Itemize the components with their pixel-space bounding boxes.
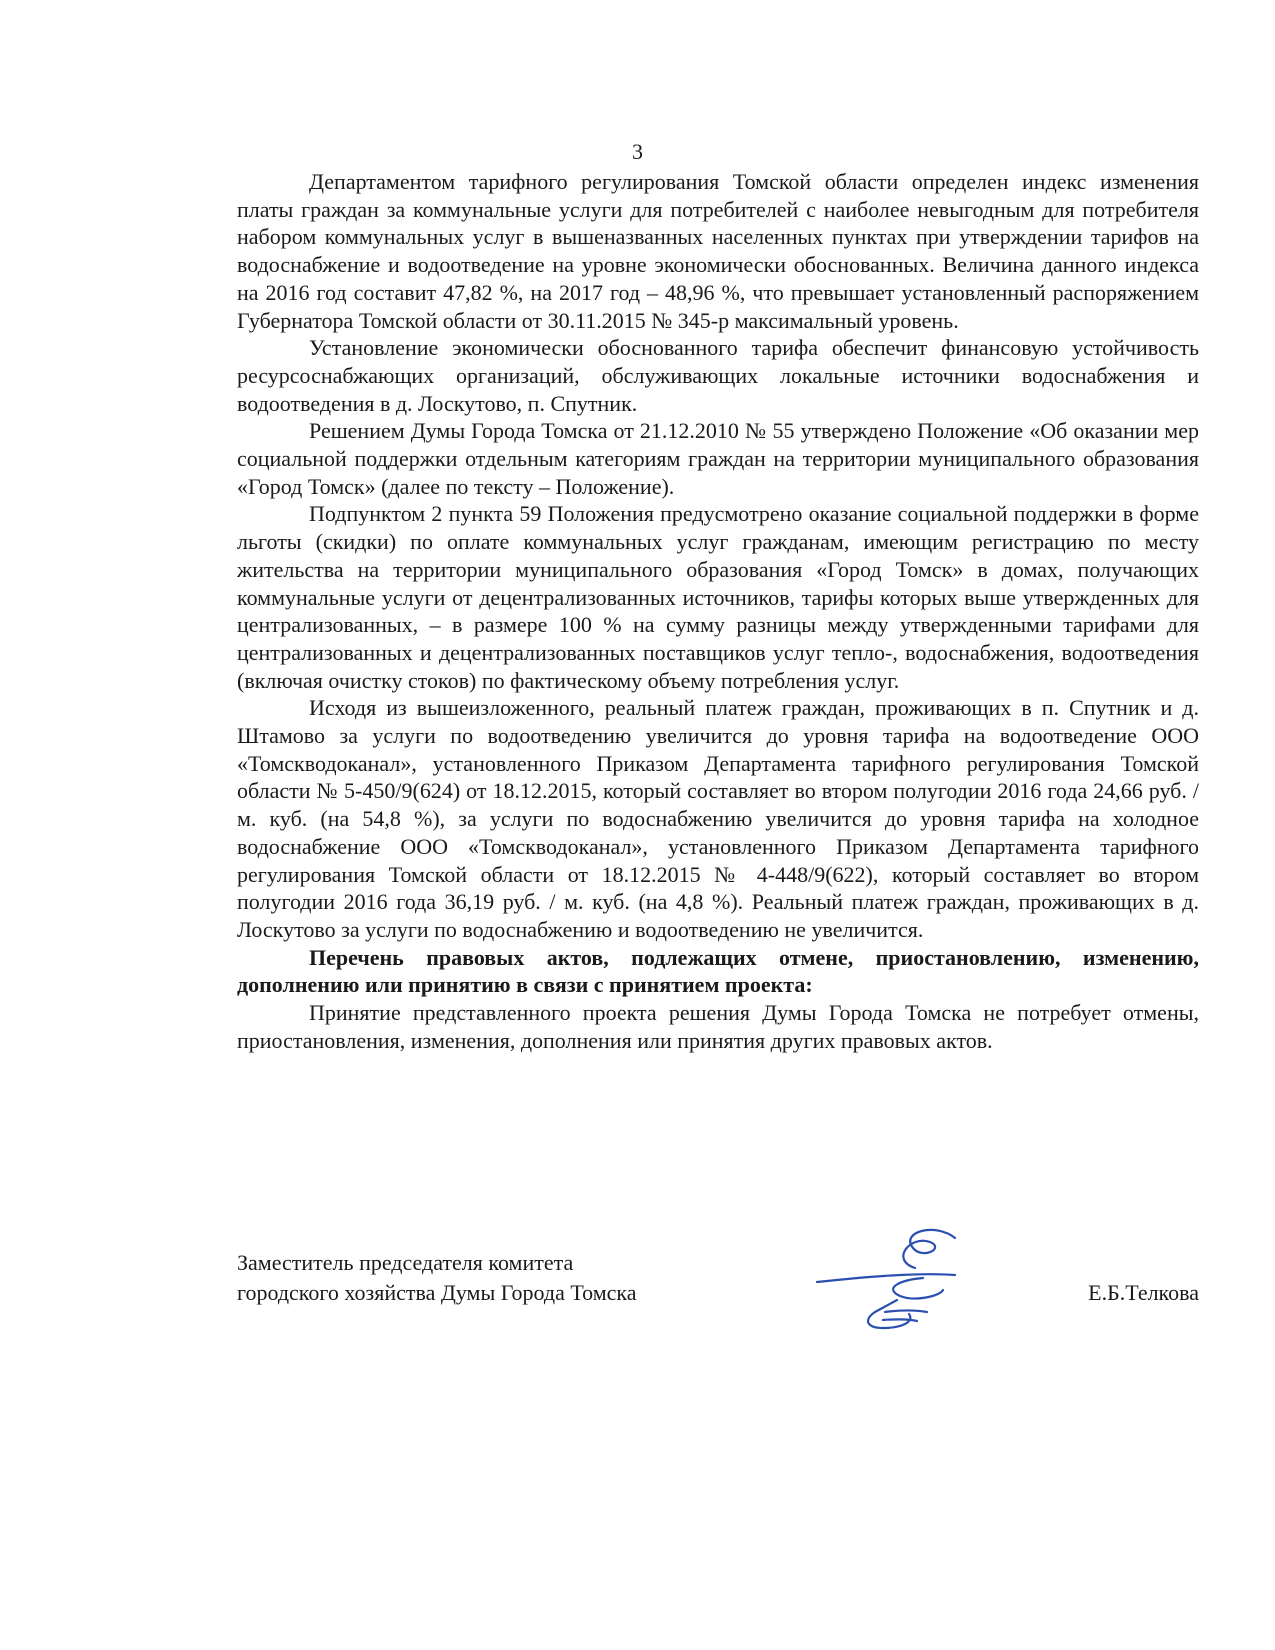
signatory-title-line2: городского хозяйства Думы Города Томска	[237, 1280, 637, 1305]
signatory-name: Е.Б.Телкова	[1088, 1280, 1199, 1305]
signatory-title-line1: Заместитель председателя комитета	[237, 1250, 574, 1275]
paragraph-duma-decision: Решением Думы Города Томска от 21.12.2010 № 55 утверждено Положение «Об оказании мер социальной поддержки отдельным категориям граждан на территории муниципального образования «Город Томск» (далее по тексту – Положение).	[237, 418, 1199, 499]
section-text: Принятие представленного проекта решения Думы Города Томска не потребует отмены, приостановления, изменения, дополнения или принятия других правовых актов.	[237, 1000, 1199, 1053]
section-heading: Перечень правовых актов, подлежащих отмене, приостановлению, изменению, дополнению или принятию в связи с принятием проекта:	[237, 944, 1199, 998]
signatory-title	[237, 1248, 637, 1308]
page-number: 3	[632, 139, 643, 164]
paragraph-real-payment: Исходя из вышеизложенного, реальный платеж граждан, проживающих в п. Спутник и д. Штамово за услуги по водоотведению увеличится до уровня тарифа на водоотведение ООО «Томскводоканал», установленного Приказом Департамента тарифного регулирования Томской области № 5-450/9(624) от 18.12.2015, который составляет во втором полугодии 2016 года 24,66 руб. / м. куб. (на 54,8 %), за услуги по водоснабжению увеличится до уровня тарифа на холодное водоснабжение ООО «Томскводоканал», установленного Приказом Департамента тарифного регулирования Томской области от 18.12.2015 № 4-448/9(622), который составляет во втором полугодии 2016 года 36,19 руб. / м. куб. (на 4,8 %). Реальный платеж граждан, проживающих в д. Лоскутово за услуги по водоснабжению и водоотведению не увеличится.	[237, 695, 1199, 942]
handwritten-signature	[805, 1220, 1005, 1340]
paragraph-tariff-index: Департаментом тарифного регулирования Томской области определен индекс изменения платы граждан за коммунальные услуги для потребителей с наиболее невыгодным для потребителя набором коммунальных услуг в вышеназванных населенных пунктах при утверждении тарифов на водоснабжение и водоотведение на уровне экономически обоснованных. Величина данного индекса на 2016 год составит 47,82 %, на 2017 год – 48,96 %, что превышает установленный распоряжением Губернатора Томской области от 30.11.2015 № 345-р максимальный уровень.	[237, 169, 1199, 333]
paragraph-economic-tariff: Установление экономически обоснованного тарифа обеспечит финансовую устойчивость ресурсоснабжающих организаций, обслуживающих локальные источники водоснабжения и водоотведения в д. Лоскутово, п. Спутник.	[237, 335, 1199, 416]
paragraph-social-support: Подпунктом 2 пункта 59 Положения предусмотрено оказание социальной поддержки в форме льготы (скидки) по оплате коммунальных услуг гражданам, имеющим регистрацию по месту жительства на территории муниципального образования «Город Томск» в домах, получающих коммунальные услуги от децентрализованных источников, тарифы которых выше утвержденных для централизованных, – в размере 100 % на сумму разницы между утвержденными тарифами для централизованных и децентрализованных поставщиков услуг тепло-, водоснабжения, водоотведения (включая очистку стоков) по фактическому объему потребления услуг.	[237, 501, 1199, 693]
document-body	[237, 168, 1199, 1055]
